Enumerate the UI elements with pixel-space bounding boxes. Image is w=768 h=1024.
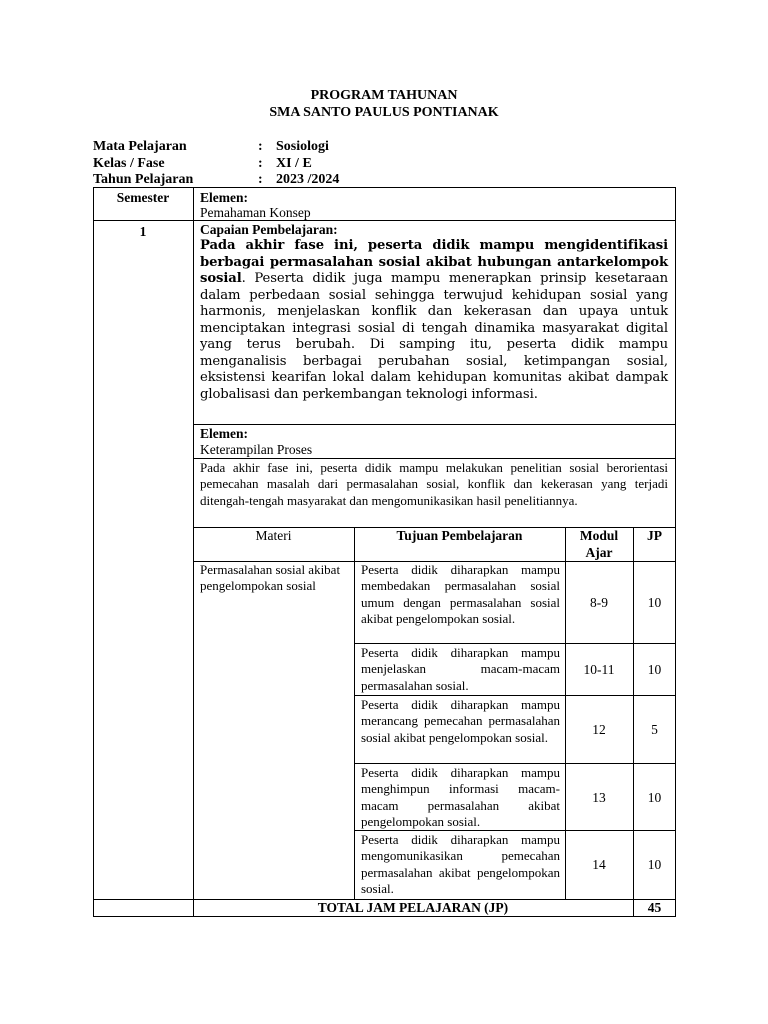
tujuan-row-4: Peserta didik diharapkan mampu menghimpun informasi macam-macam permasalahan akibat pengelompokan sosial.: [361, 765, 560, 829]
meta-year-value: 2023 /2024: [276, 172, 340, 187]
total-label: TOTAL JAM PELAJARAN (JP): [317, 900, 509, 915]
semester-header: Semester: [116, 190, 170, 205]
col-tujuan: Tujuan Pembelajaran: [396, 528, 523, 543]
meta-class-value: XI / E: [276, 156, 312, 171]
col-jp: JP: [647, 528, 662, 543]
cp-text-bold: Pada akhir fase ini, peserta didik mampu mengidentifikasi berbagai permasalahan sosial akibat hubungan antarkelompok sosial: [200, 238, 668, 286]
elemen2-label: Elemen:: [200, 426, 248, 441]
divider-row-1: [354, 643, 676, 644]
divider-semester: [193, 187, 194, 917]
kp-text: Pada akhir fase ini, peserta didik mampu melakukan penelitian sosial berorientasi pemecahan masalah dari permasalahan sosial, konflik dan kekerasan yang terjadi ditengah-tengah masyarakat dan mengomunikasikan hasil penelitiannya.: [200, 460, 668, 508]
elemen-value: Pemahaman Konsep: [200, 205, 311, 220]
meta-subject-value: Sosiologi: [276, 139, 329, 154]
jp-row-4: 10: [647, 790, 662, 805]
divider-row-header: [93, 220, 676, 221]
divider-materi: [354, 527, 355, 899]
meta-subject-colon: :: [258, 139, 263, 154]
total-value: 45: [647, 900, 662, 915]
meta-subject-label: Mata Pelajaran: [93, 139, 187, 154]
semester-value: 1: [139, 224, 147, 239]
modul-row-4: 13: [592, 790, 606, 805]
document-title: PROGRAM TAHUNAN: [310, 88, 458, 103]
jp-row-5: 10: [647, 857, 662, 872]
modul-row-5: 14: [592, 857, 606, 872]
tujuan-row-3: Peserta didik diharapkan mampu merancang pemecahan permasalahan sosial akibat pengelompokan sosial.: [361, 697, 560, 745]
modul-row-2: 10-11: [583, 662, 615, 677]
jp-row-1: 10: [647, 595, 662, 610]
tujuan-row-2: Peserta didik diharapkan mampu menjelaskan macam-macam permasalahan sosial.: [361, 645, 560, 693]
cp-label: Capaian Pembelajaran:: [200, 222, 338, 237]
jp-row-2: 10: [647, 662, 662, 677]
modul-row-3: 12: [592, 722, 606, 737]
cp-text: [200, 238, 668, 403]
tujuan-row-5: Peserta didik diharapkan mampu mengomunikasikan pemecahan permasalahan akibat pengelompokan sosial.: [361, 832, 560, 896]
divider-row-3: [354, 763, 676, 764]
school-name: SMA SANTO PAULUS PONTIANAK: [269, 105, 499, 120]
meta-year-label: Tahun Pelajaran: [93, 172, 194, 187]
meta-class-label: Kelas / Fase: [93, 156, 165, 171]
tujuan-row-1: Peserta didik diharapkan mampu membedakan permasalahan sosial umum dengan permasalahan sosial akibat pengelompokan sosial.: [361, 562, 560, 626]
elemen-label: Elemen:: [200, 190, 248, 205]
meta-year-colon: :: [258, 172, 263, 187]
divider-tujuan: [565, 527, 566, 899]
meta-class-colon: :: [258, 156, 263, 171]
col-materi: Materi: [255, 528, 292, 543]
divider-cp: [193, 424, 676, 425]
divider-row-2: [354, 695, 676, 696]
cp-text-rest: . Peserta didik juga mampu menerapkan prinsip kesetaraan dalam perbedaan sosial sehingga terwujud kehidupan sosial yang harmonis, menjelaskan konflik dan kekerasan dan upaya untuk menciptakan integrasi sosial di tengah dinamika masyarakat digital yang terus berubah. Di samping itu, peserta didik mampu menganalisis berbagai perubahan sosial, ketimpangan sosial, eksistensi kearifan lokal dalam kehidupan komunitas akibat dampak globalisasi dan perkembangan teknologi informasi.: [200, 271, 668, 402]
elemen2-value: Keterampilan Proses: [200, 442, 313, 457]
materi-cell: Permasalahan sosial akibat pengelompokan sosial: [200, 562, 341, 594]
modul-row-1: 8-9: [590, 595, 608, 610]
jp-row-3: 5: [651, 722, 658, 737]
col-modul: Modul Ajar: [579, 528, 619, 560]
